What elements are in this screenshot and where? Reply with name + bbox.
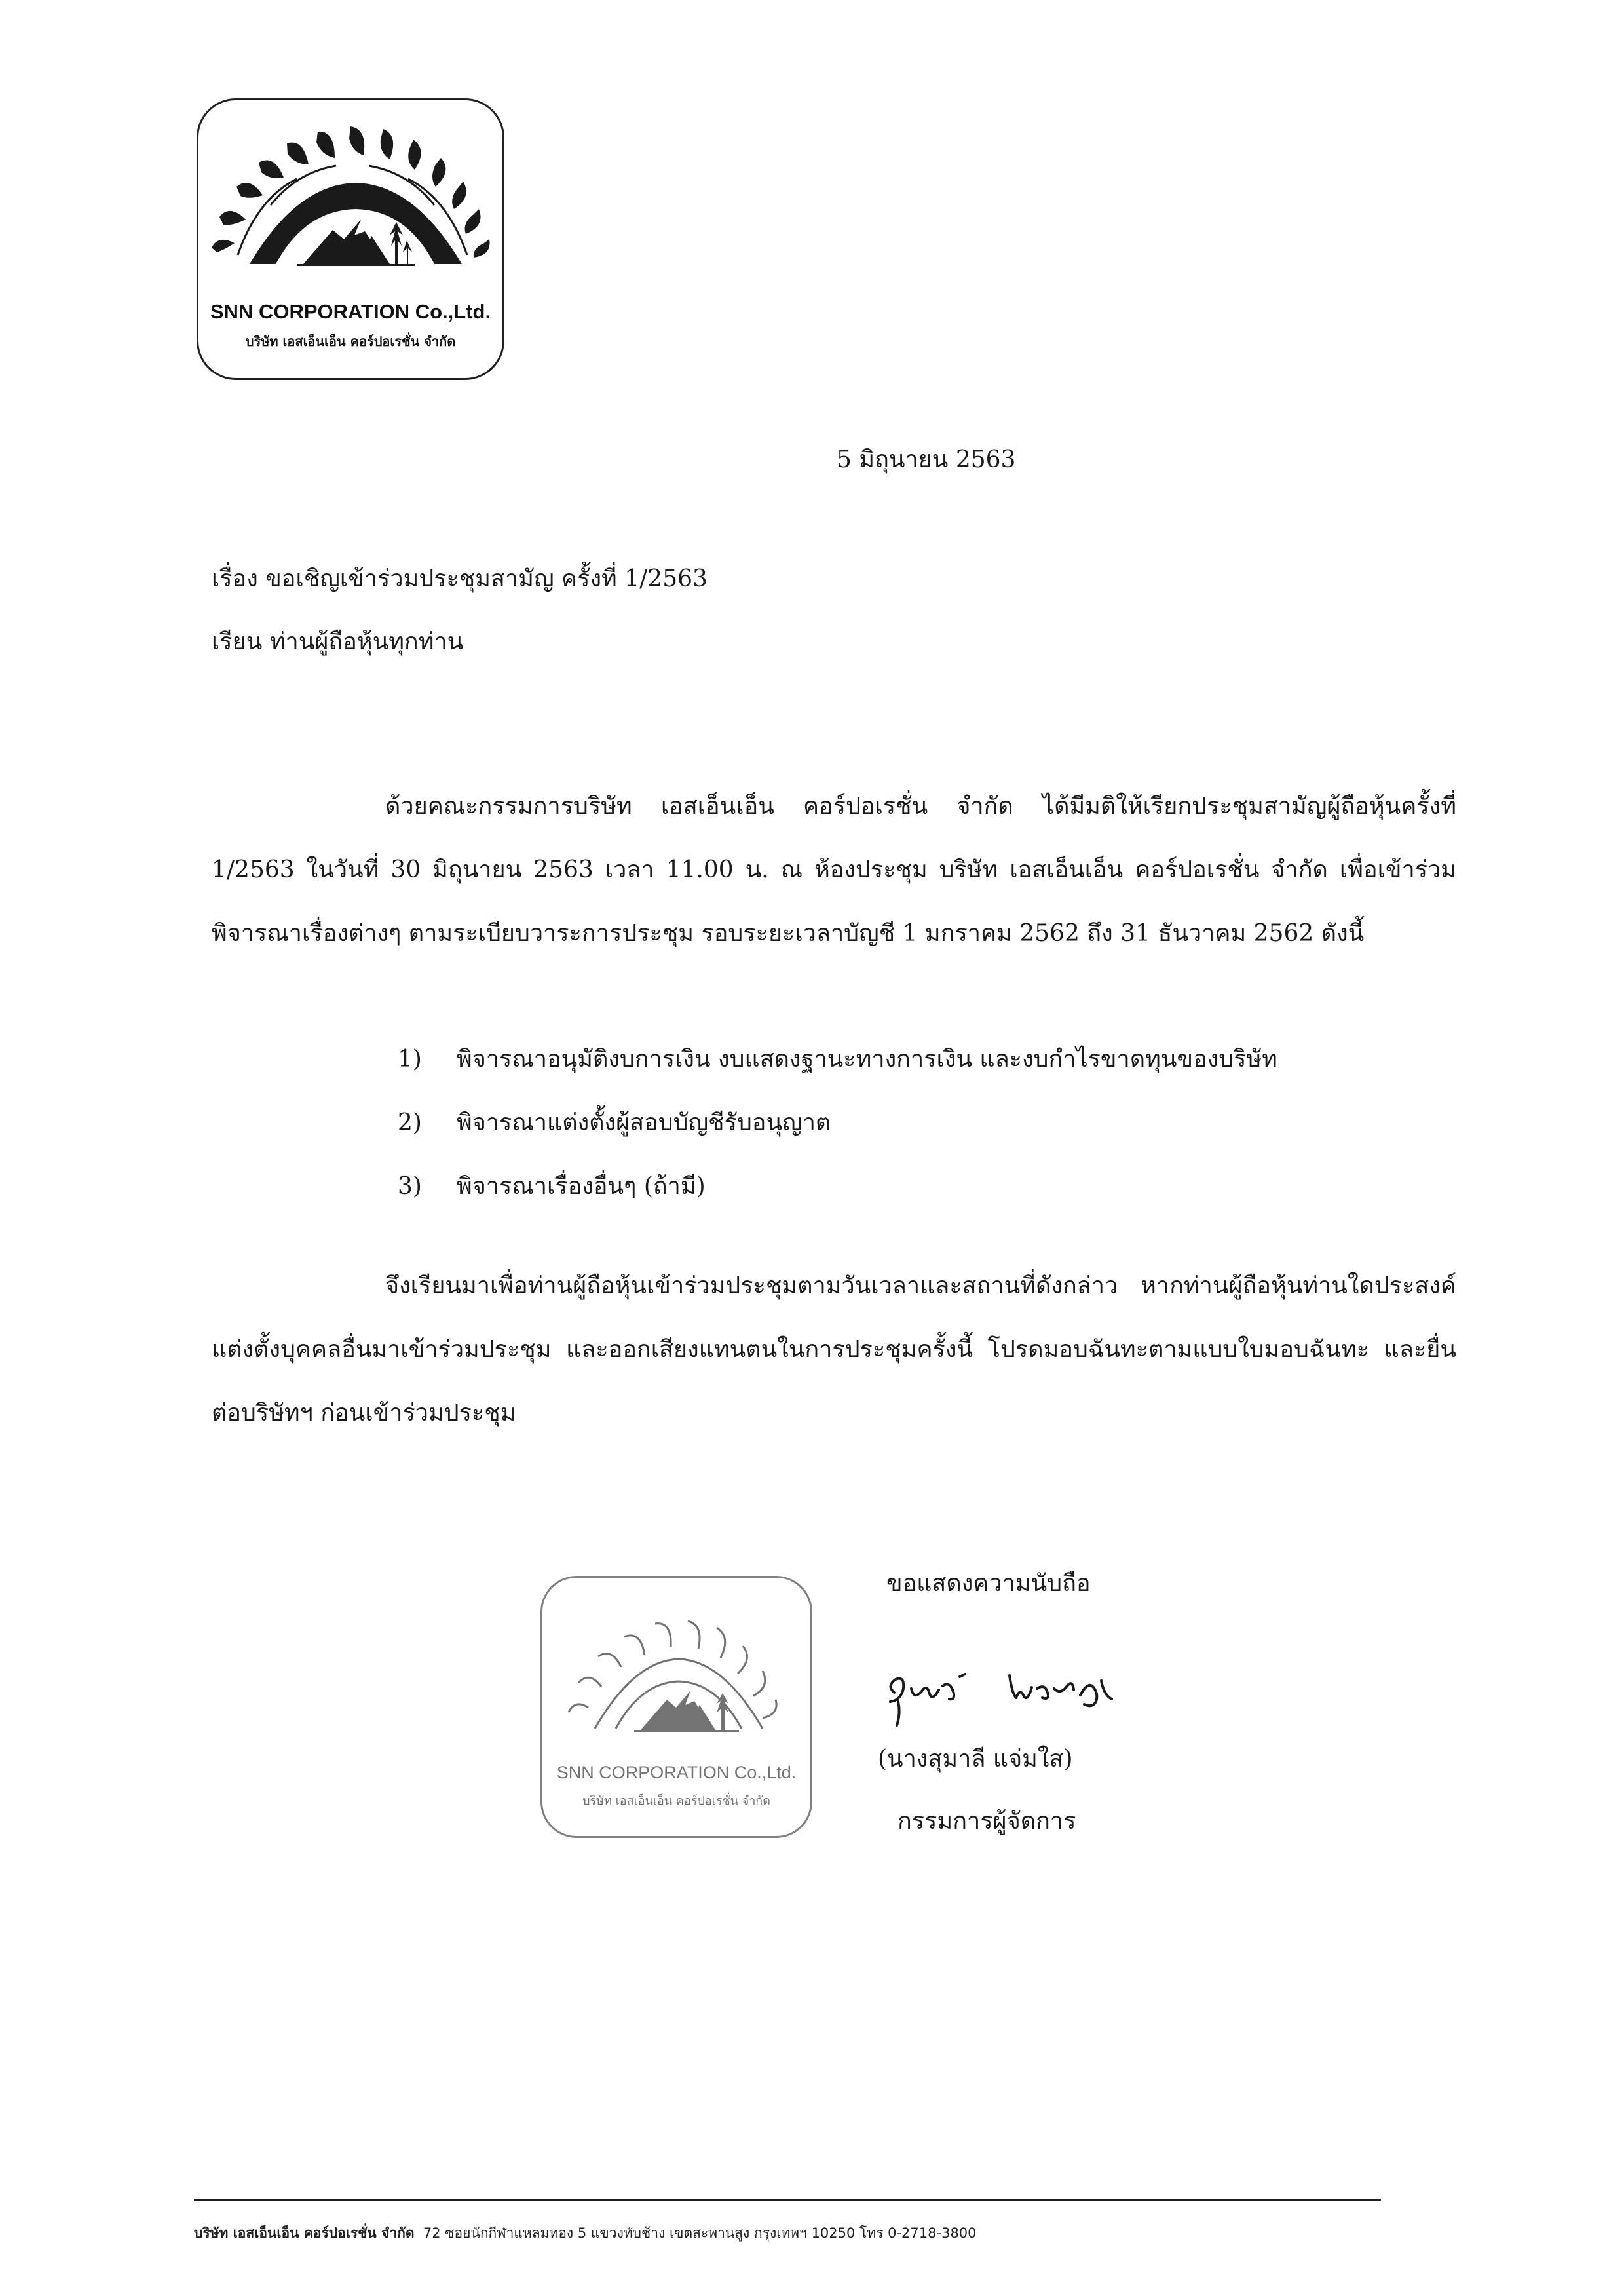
footer-address: 72 ซอยนักกีฬาแหลมทอง 5 แขวงทับช้าง เขตสะพานสูง กรุงเทพฯ 10250 โทร 0-2718-3800 xyxy=(423,2225,977,2241)
letter-subject: เรื่อง ขอเชิญเข้าร่วมประชุมสามัญ ครั้งที่ 1/2563 xyxy=(212,565,708,592)
footer-company-name: บริษัท เอสเอ็นเอ็น คอร์ปอเรชั่น จำกัด xyxy=(194,2225,415,2241)
agenda-list xyxy=(398,1027,1277,1218)
footer xyxy=(194,2223,977,2244)
list-item xyxy=(398,1091,1277,1155)
letter-recipient: เรียน ท่านผู้ถือหุ้นทุกท่าน xyxy=(212,628,464,655)
agenda-text: พิจารณาอนุมัติงบการเงิน งบแสดงฐานะทางการเงิน และงบกำไรขาดทุนของบริษัท xyxy=(457,1046,1277,1073)
body-paragraph-1 xyxy=(212,775,1456,965)
agenda-number: 1) xyxy=(398,1046,422,1073)
agenda-text: พิจารณาแต่งตั้งผู้สอบบัญชีรับอนุญาต xyxy=(457,1109,831,1136)
agenda-number: 3) xyxy=(398,1173,422,1200)
company-logo xyxy=(197,98,504,380)
logo-company-name-en: SNN CORPORATION Co.,Ltd. xyxy=(210,300,491,323)
footer-divider xyxy=(194,2199,1381,2201)
list-item xyxy=(398,1155,1277,1218)
list-item xyxy=(398,1027,1277,1091)
body-paragraph-2 xyxy=(212,1254,1456,1445)
signer-name: (นางสุมาลี แจ่มใส) xyxy=(878,1746,1073,1772)
paragraph-2-text: จึงเรียนมาเพื่อท่านผู้ถือหุ้นเข้าร่วมประชุมตามวันเวลาและสถานที่ดังกล่าว หากท่านผู้ถือหุ้นท่านใดประสงค์แต่งตั้งบุคคลอื่นมาเข้าร่วมประชุม และออกเสียงแทนตนในการประชุมครั้งนี้ โปรดมอบฉันทะตามแบบใบมอบฉันทะ และยื่นต่อบริษัทฯ ก่อนเข้าร่วมประชุม xyxy=(212,1272,1456,1426)
stamp-company-name-en: SNN CORPORATION Co.,Ltd. xyxy=(556,1763,797,1782)
agenda-number: 2) xyxy=(398,1109,422,1136)
paragraph-1-text: ด้วยคณะกรรมการบริษัท เอสเอ็นเอ็น คอร์ปอเรชั่น จำกัด ได้มีมติให้เรียกประชุมสามัญผู้ถือหุ้นครั้งที่ 1/2563 ในวันที่ 30 มิถุนายน 2563 เวลา 11.00 น. ณ ห้องประชุม บริษัท เอสเอ็นเอ็น คอร์ปอเรชั่น จำกัด เพื่อเข้าร่วมพิจารณาเรื่องต่างๆ ตามระเบียบวาระการประชุม รอบระยะเวลาบัญชี 1 มกราคม 2562 ถึง 31 ธันวาคม 2562 ดังนี้ xyxy=(212,793,1456,947)
logo-company-name-th: บริษัท เอสเอ็นเอ็น คอร์ปอเรชั่น จำกัด xyxy=(245,334,456,349)
agenda-text: พิจารณาเรื่องอื่นๆ (ถ้ามี) xyxy=(457,1173,706,1200)
signer-position: กรรมการผู้จัดการ xyxy=(897,1808,1076,1835)
stamp-company-name-th: บริษัท เอสเอ็นเอ็น คอร์ปอเรชั่น จำกัด xyxy=(582,1794,770,1808)
signature-icon xyxy=(881,1661,1130,1733)
letter-date: 5 มิถุนายน 2563 xyxy=(837,446,1016,473)
closing-salutation: ขอแสดงความนับถือ xyxy=(886,1570,1091,1597)
company-stamp xyxy=(540,1576,812,1838)
